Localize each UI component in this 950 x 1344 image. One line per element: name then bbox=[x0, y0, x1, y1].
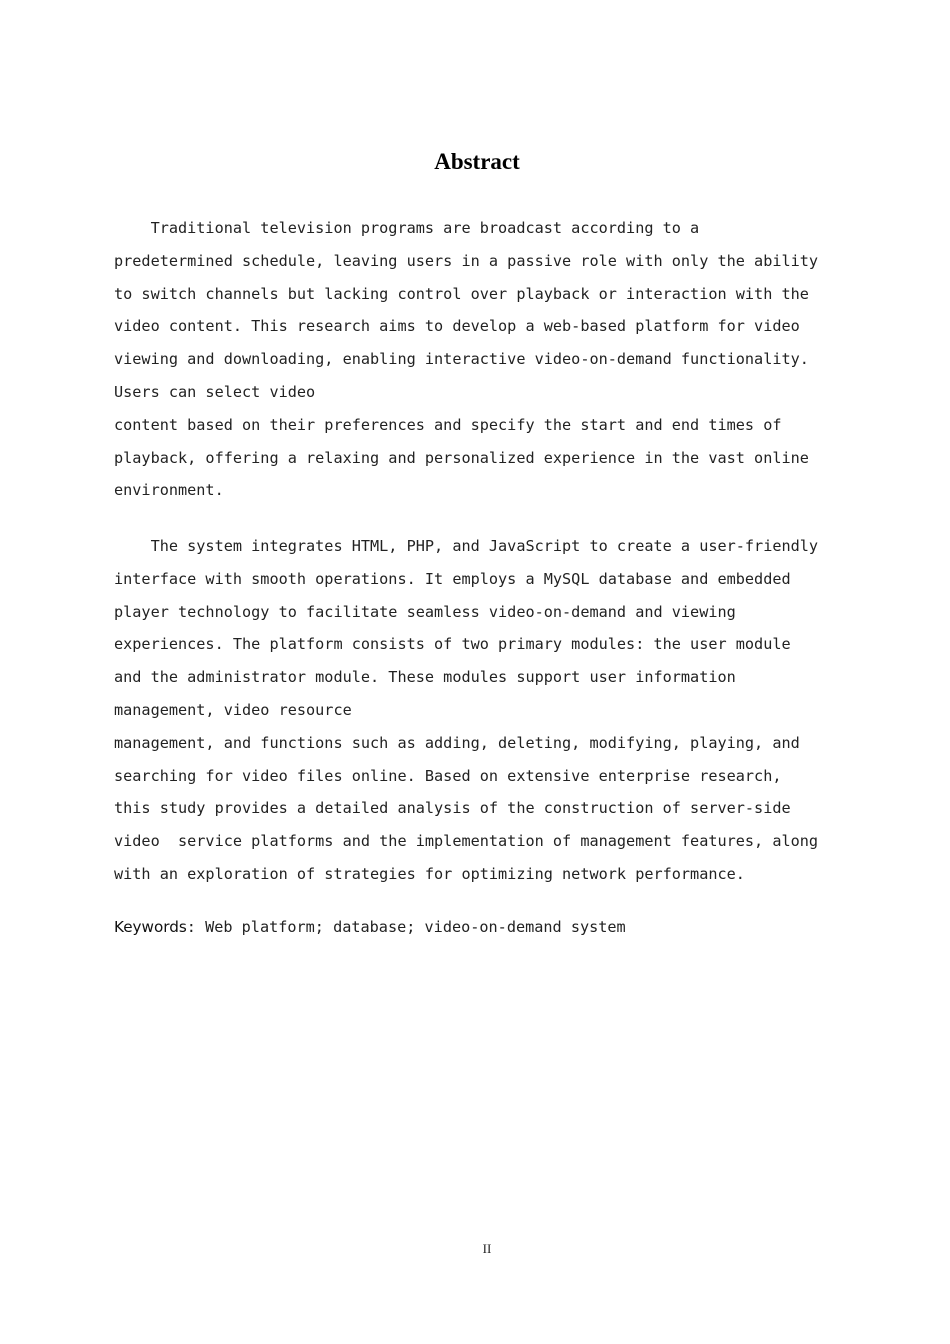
paragraph-line: with an exploration of strategies for optimizing network performance. bbox=[114, 864, 745, 883]
keywords-separator: : bbox=[186, 918, 206, 936]
paragraph-line: management, video resource bbox=[114, 700, 352, 719]
paragraph-line: experiences. The platform consists of two primary modules: the user module bbox=[114, 635, 791, 654]
paragraph-line: player technology to facilitate seamless video-on-demand and viewing bbox=[114, 602, 736, 621]
abstract-title: Abstract bbox=[434, 149, 520, 174]
paragraph-line: video content. This research aims to develop a web-based platform for video bbox=[114, 317, 800, 336]
keywords-text: Web platform; database; video-on-demand system bbox=[205, 918, 626, 936]
abstract-paragraph-1 bbox=[114, 212, 854, 507]
paragraph-line: playback, offering a relaxing and personalized experience in the vast online bbox=[114, 448, 809, 467]
paragraph-line: to switch channels but lacking control over playback or interaction with the bbox=[114, 284, 809, 303]
paragraph-line: Users can select video bbox=[114, 382, 316, 401]
paragraph-line: video service platforms and the implementation of management features, along bbox=[114, 832, 819, 851]
paragraph-line: this study provides a detailed analysis of the construction of server-side bbox=[114, 799, 791, 818]
page-number: II bbox=[482, 1241, 492, 1256]
paragraph-line: searching for video files online. Based on extensive enterprise research, bbox=[114, 766, 782, 785]
paragraph-line: predetermined schedule, leaving users in a passive role with only the ability bbox=[114, 251, 819, 270]
keywords-label: Keywords bbox=[114, 918, 187, 936]
paragraph-line: management, and functions such as adding, deleting, modifying, playing, and bbox=[114, 733, 800, 752]
paragraph-line: Traditional television programs are broadcast according to a bbox=[114, 219, 700, 237]
paragraph-line: interface with smooth operations. It employs a MySQL database and embedded bbox=[114, 569, 791, 588]
keywords-line bbox=[114, 913, 854, 941]
abstract-paragraph-2 bbox=[114, 530, 854, 891]
paragraph-line: content based on their preferences and specify the start and end times of bbox=[114, 415, 782, 434]
paragraph-line: environment. bbox=[114, 481, 224, 500]
paragraph-line: and the administrator module. These modules support user information bbox=[114, 668, 736, 687]
paragraph-line: viewing and downloading, enabling interactive video-on-demand functionality. bbox=[114, 350, 809, 369]
paragraph-line: The system integrates HTML, PHP, and JavaScript to create a user-friendly bbox=[114, 537, 819, 555]
